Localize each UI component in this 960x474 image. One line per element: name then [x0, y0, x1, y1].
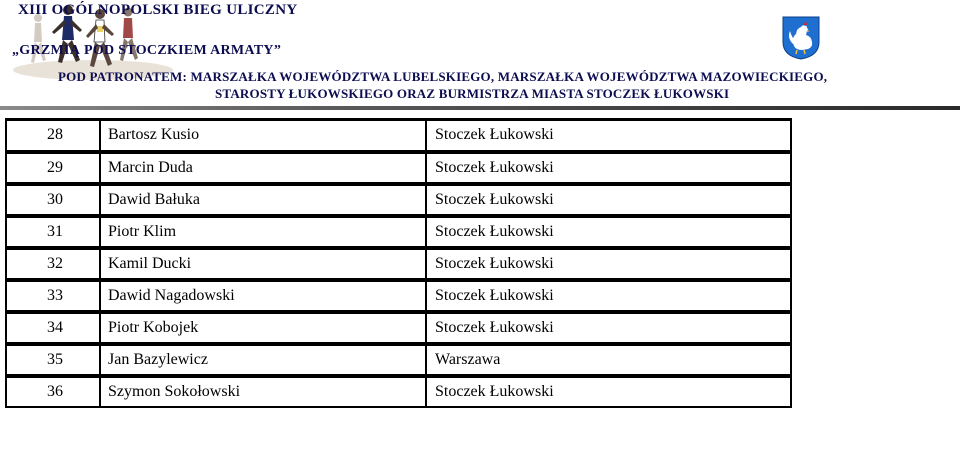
start-number-cell: 28: [6, 120, 100, 152]
town-crest-rooster-icon: [782, 16, 820, 60]
start-number-cell: 32: [6, 248, 100, 280]
table-row: [6, 216, 791, 248]
event-subtitle: „GRZMIĄ POD STOCZKIEM ARMATY”: [12, 43, 282, 58]
start-number-cell: 35: [6, 344, 100, 376]
table-row: [6, 280, 791, 312]
club-cell: Stoczek Łukowski: [426, 312, 791, 344]
competitor-name-cell: Kamil Ducki: [100, 248, 426, 280]
table-row: [6, 344, 791, 376]
competitor-name-cell: Dawid Bałuka: [100, 184, 426, 216]
start-number-cell: 33: [6, 280, 100, 312]
event-title: XIII OGÓLNOPOLSKI BIEG ULICZNY: [18, 2, 298, 18]
patronage-line-2: STAROSTY ŁUKOWSKIEGO ORAZ BURMISTRZA MIASTA STOCZEK ŁUKOWSKI: [215, 86, 730, 101]
table-row: [6, 184, 791, 216]
club-cell: Stoczek Łukowski: [426, 152, 791, 184]
competitor-name-cell: Piotr Kobojek: [100, 312, 426, 344]
competitor-name-cell: Szymon Sokołowski: [100, 376, 426, 407]
start-number-cell: 30: [6, 184, 100, 216]
table-row: [6, 152, 791, 184]
start-number-cell: 36: [6, 376, 100, 407]
club-cell: Stoczek Łukowski: [426, 280, 791, 312]
page-header: [0, 0, 960, 112]
club-cell: Stoczek Łukowski: [426, 120, 791, 152]
competitor-name-cell: Dawid Nagadowski: [100, 280, 426, 312]
header-divider: [0, 106, 960, 110]
table-row: [6, 312, 791, 344]
club-cell: Stoczek Łukowski: [426, 248, 791, 280]
club-cell: Stoczek Łukowski: [426, 184, 791, 216]
table-row: [6, 376, 791, 407]
club-cell: Stoczek Łukowski: [426, 376, 791, 407]
start-number-cell: 29: [6, 152, 100, 184]
club-cell: Warszawa: [426, 344, 791, 376]
patronage-line-1: POD PATRONATEM: MARSZAŁKA WOJEWÓDZTWA LUBELSKIEGO, MARSZAŁKA WOJEWÓDZTWA MAZOWIECKIEGO,: [58, 69, 828, 84]
table-row: [6, 248, 791, 280]
competitor-name-cell: Jan Bazylewicz: [100, 344, 426, 376]
competitor-name-cell: Piotr Klim: [100, 216, 426, 248]
start-number-cell: 31: [6, 216, 100, 248]
competitor-name-cell: Marcin Duda: [100, 152, 426, 184]
start-number-cell: 34: [6, 312, 100, 344]
club-cell: Stoczek Łukowski: [426, 216, 791, 248]
competitor-name-cell: Bartosz Kusio: [100, 120, 426, 152]
table-row: [6, 120, 791, 152]
results-table: [5, 118, 792, 408]
